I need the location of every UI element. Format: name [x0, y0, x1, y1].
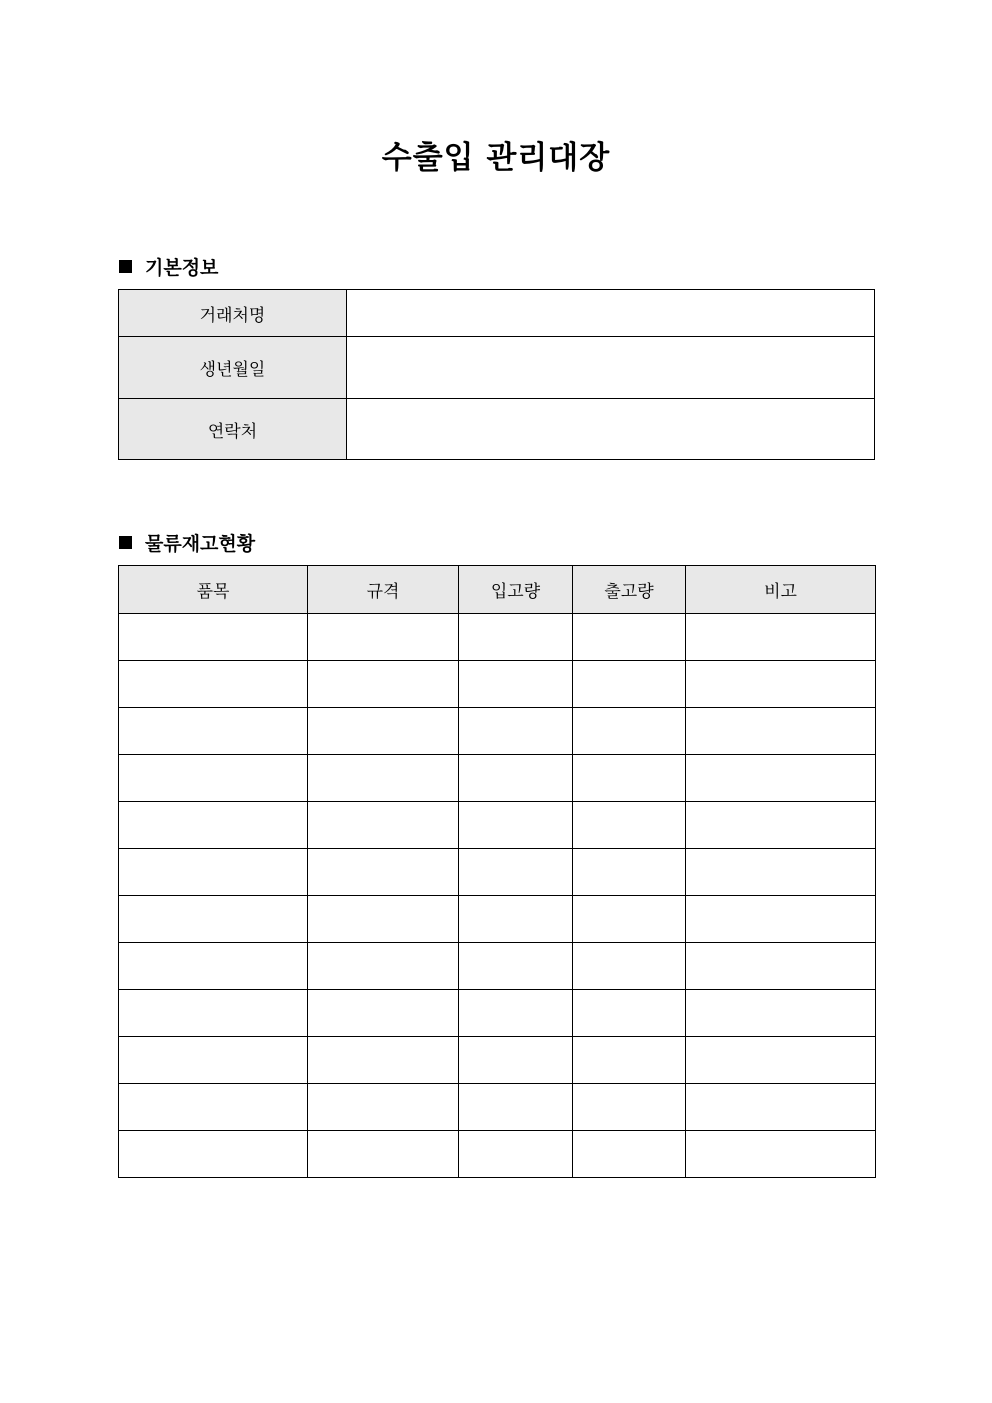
- square-bullet-icon: [119, 260, 132, 273]
- cell-item[interactable]: [119, 708, 308, 755]
- info-row: [119, 337, 875, 399]
- cell-outbound[interactable]: [573, 1037, 686, 1084]
- cell-remarks[interactable]: [686, 896, 876, 943]
- cell-outbound[interactable]: [573, 896, 686, 943]
- cell-outbound[interactable]: [573, 661, 686, 708]
- cell-inbound[interactable]: [459, 849, 573, 896]
- cell-spec[interactable]: [308, 1084, 459, 1131]
- cell-item[interactable]: [119, 802, 308, 849]
- cell-inbound[interactable]: [459, 1037, 573, 1084]
- cell-remarks[interactable]: [686, 614, 876, 661]
- cell-outbound[interactable]: [573, 802, 686, 849]
- info-value-contact[interactable]: [347, 399, 875, 460]
- stock-status-heading-label: 물류재고현황: [145, 533, 256, 555]
- cell-item[interactable]: [119, 755, 308, 802]
- cell-spec[interactable]: [308, 896, 459, 943]
- table-row: [119, 1084, 876, 1131]
- cell-outbound[interactable]: [573, 755, 686, 802]
- table-row: [119, 708, 876, 755]
- cell-inbound[interactable]: [459, 802, 573, 849]
- cell-inbound[interactable]: [459, 755, 573, 802]
- cell-item[interactable]: [119, 849, 308, 896]
- info-row: [119, 290, 875, 337]
- cell-item[interactable]: [119, 990, 308, 1037]
- info-value-company[interactable]: [347, 290, 875, 337]
- cell-inbound[interactable]: [459, 661, 573, 708]
- column-header-item: 품목: [119, 566, 308, 614]
- cell-spec[interactable]: [308, 802, 459, 849]
- stock-status-heading: [119, 529, 255, 556]
- cell-remarks[interactable]: [686, 708, 876, 755]
- cell-outbound[interactable]: [573, 943, 686, 990]
- basic-info-table: [118, 289, 875, 460]
- info-row: [119, 399, 875, 460]
- cell-remarks[interactable]: [686, 802, 876, 849]
- cell-outbound[interactable]: [573, 849, 686, 896]
- column-header-spec: 규격: [308, 566, 459, 614]
- table-row: [119, 661, 876, 708]
- cell-spec[interactable]: [308, 849, 459, 896]
- cell-spec[interactable]: [308, 614, 459, 661]
- table-row: [119, 990, 876, 1037]
- square-bullet-icon: [119, 536, 132, 549]
- table-row: [119, 755, 876, 802]
- cell-remarks[interactable]: [686, 1037, 876, 1084]
- column-header-inbound: 입고량: [459, 566, 573, 614]
- table-row: [119, 614, 876, 661]
- cell-spec[interactable]: [308, 661, 459, 708]
- cell-outbound[interactable]: [573, 614, 686, 661]
- cell-inbound[interactable]: [459, 614, 573, 661]
- cell-inbound[interactable]: [459, 990, 573, 1037]
- cell-outbound[interactable]: [573, 1131, 686, 1178]
- cell-inbound[interactable]: [459, 1084, 573, 1131]
- cell-item[interactable]: [119, 896, 308, 943]
- stock-status-table: [118, 565, 876, 1178]
- cell-remarks[interactable]: [686, 1131, 876, 1178]
- cell-item[interactable]: [119, 1037, 308, 1084]
- cell-outbound[interactable]: [573, 708, 686, 755]
- info-value-birthdate[interactable]: [347, 337, 875, 399]
- cell-spec[interactable]: [308, 1131, 459, 1178]
- cell-remarks[interactable]: [686, 849, 876, 896]
- cell-remarks[interactable]: [686, 990, 876, 1037]
- cell-spec[interactable]: [308, 755, 459, 802]
- table-row: [119, 1131, 876, 1178]
- table-header-row: [119, 566, 876, 614]
- stock-table-body: [119, 614, 876, 1178]
- basic-info-heading-label: 기본정보: [145, 257, 219, 279]
- cell-inbound[interactable]: [459, 896, 573, 943]
- info-label-contact: 연락처: [119, 399, 347, 460]
- column-header-remarks: 비고: [686, 566, 876, 614]
- cell-item[interactable]: [119, 1084, 308, 1131]
- document-title: 수출입 관리대장: [381, 140, 611, 176]
- table-row: [119, 802, 876, 849]
- column-header-outbound: 출고량: [573, 566, 686, 614]
- cell-remarks[interactable]: [686, 943, 876, 990]
- cell-spec[interactable]: [308, 708, 459, 755]
- cell-inbound[interactable]: [459, 708, 573, 755]
- info-label-company: 거래처명: [119, 290, 347, 337]
- table-row: [119, 849, 876, 896]
- cell-item[interactable]: [119, 614, 308, 661]
- cell-inbound[interactable]: [459, 943, 573, 990]
- cell-spec[interactable]: [308, 990, 459, 1037]
- info-label-birthdate: 생년월일: [119, 337, 347, 399]
- cell-spec[interactable]: [308, 943, 459, 990]
- cell-outbound[interactable]: [573, 990, 686, 1037]
- table-row: [119, 1037, 876, 1084]
- basic-info-heading: [119, 253, 218, 280]
- cell-remarks[interactable]: [686, 661, 876, 708]
- cell-item[interactable]: [119, 1131, 308, 1178]
- table-row: [119, 943, 876, 990]
- cell-item[interactable]: [119, 661, 308, 708]
- cell-remarks[interactable]: [686, 755, 876, 802]
- cell-outbound[interactable]: [573, 1084, 686, 1131]
- cell-spec[interactable]: [308, 1037, 459, 1084]
- cell-item[interactable]: [119, 943, 308, 990]
- cell-inbound[interactable]: [459, 1131, 573, 1178]
- table-row: [119, 896, 876, 943]
- cell-remarks[interactable]: [686, 1084, 876, 1131]
